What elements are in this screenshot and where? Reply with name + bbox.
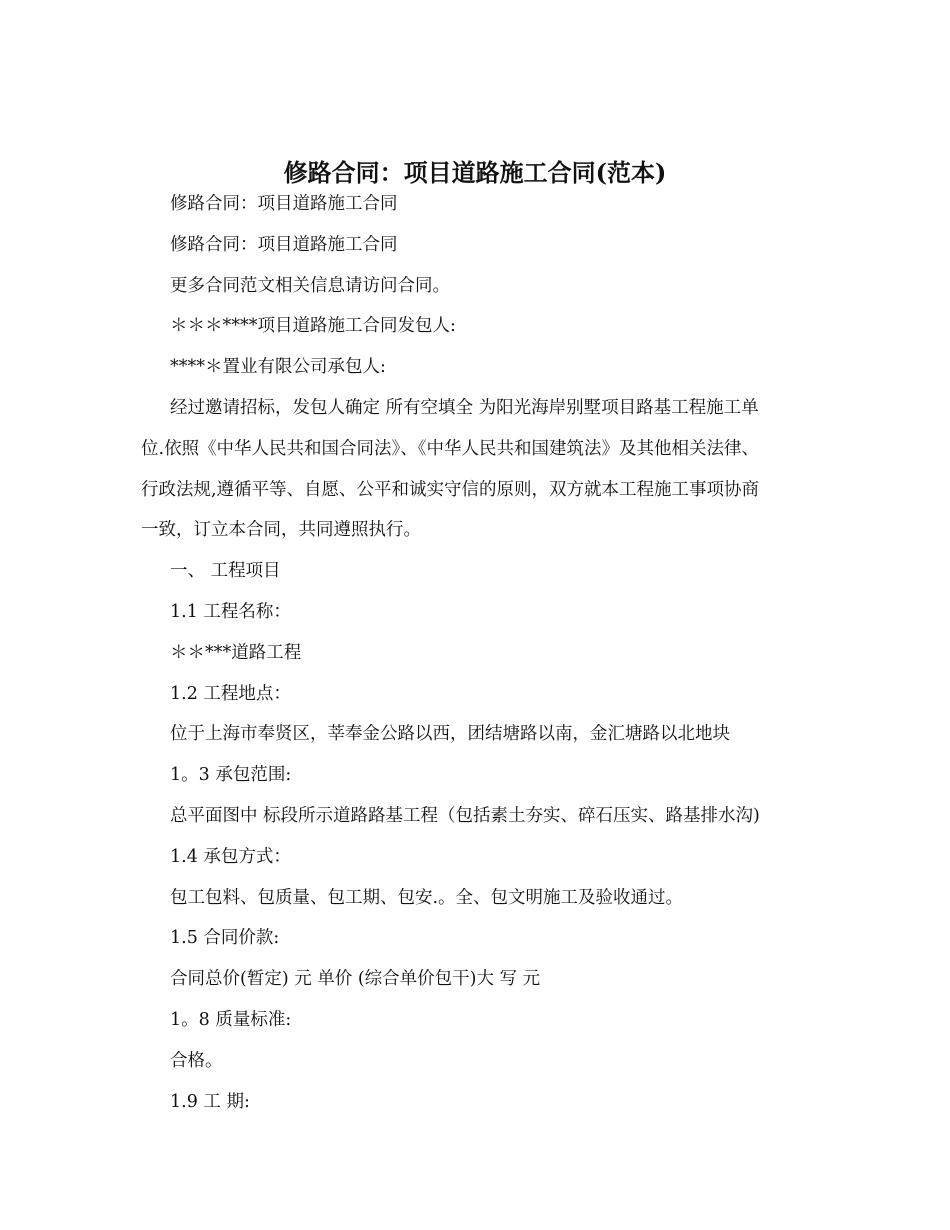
section-quality-label: 1。8 质量标准: — [170, 1009, 292, 1030]
intro-line: 经过邀请招标，发包人确定 所有空填全 为阳光海岸别墅项目路基工程施工单 — [170, 397, 759, 418]
section-contract-method-value: 包工包料、包质量、包工期、包安.。全、包文明施工及验收通过。 — [170, 887, 684, 908]
document-body — [141, 184, 821, 1122]
paragraph-more-info: 更多合同范文相关信息请访问合同。 — [170, 275, 450, 296]
section-project-location-label: 1.2 工程地点： — [170, 683, 291, 704]
section-contract-method-label: 1.4 承包方式： — [170, 846, 291, 867]
section-quality-value: 合格。 — [170, 1050, 223, 1071]
section-scope-value: 总平面图中 标段所示道路路基工程（包括素土夯实、碎石压实、路基排水沟) — [170, 805, 760, 826]
paragraph-contractor: ****＊置业有限公司承包人: — [170, 357, 386, 378]
paragraph-employer: ＊＊＊****项目道路施工合同发包人: — [170, 316, 456, 337]
section-price-label: 1.5 合同价款: — [170, 928, 280, 949]
paragraph-intro — [141, 388, 821, 551]
document-title: 修路合同：项目道路施工合同(范本) — [283, 158, 667, 188]
section-price-value: 合同总价(暂定) 元 单价 (综合单价包干)大 写 元 — [170, 969, 541, 990]
intro-line: 行政法规,遵循平等、自愿、公平和诚实守信的原则，双方就本工程施工事项协商 — [141, 479, 760, 500]
paragraph-subtitle-1: 修路合同：项目道路施工合同 — [170, 194, 398, 214]
section-project-name-label: 1.1 工程名称： — [170, 601, 291, 622]
section-scope-label: 1。3 承包范围: — [170, 765, 292, 786]
section-heading-project: 一、 工程项目 — [170, 561, 281, 582]
intro-line: 位.依照《中华人民共和国合同法》、《中华人民共和国建筑法》及其他相关法律、 — [141, 438, 760, 459]
section-project-location-value: 位于上海市奉贤区，莘奉金公路以西，团结塘路以南，金汇塘路以北地块 — [170, 724, 730, 745]
section-project-name-value: ＊＊***道路工程 — [170, 642, 302, 663]
paragraph-subtitle-2: 修路合同：项目道路施工合同 — [170, 234, 398, 255]
intro-line: 一致，订立本合同，共同遵照执行。 — [141, 520, 421, 541]
section-duration-label: 1.9 工 期: — [170, 1091, 250, 1112]
